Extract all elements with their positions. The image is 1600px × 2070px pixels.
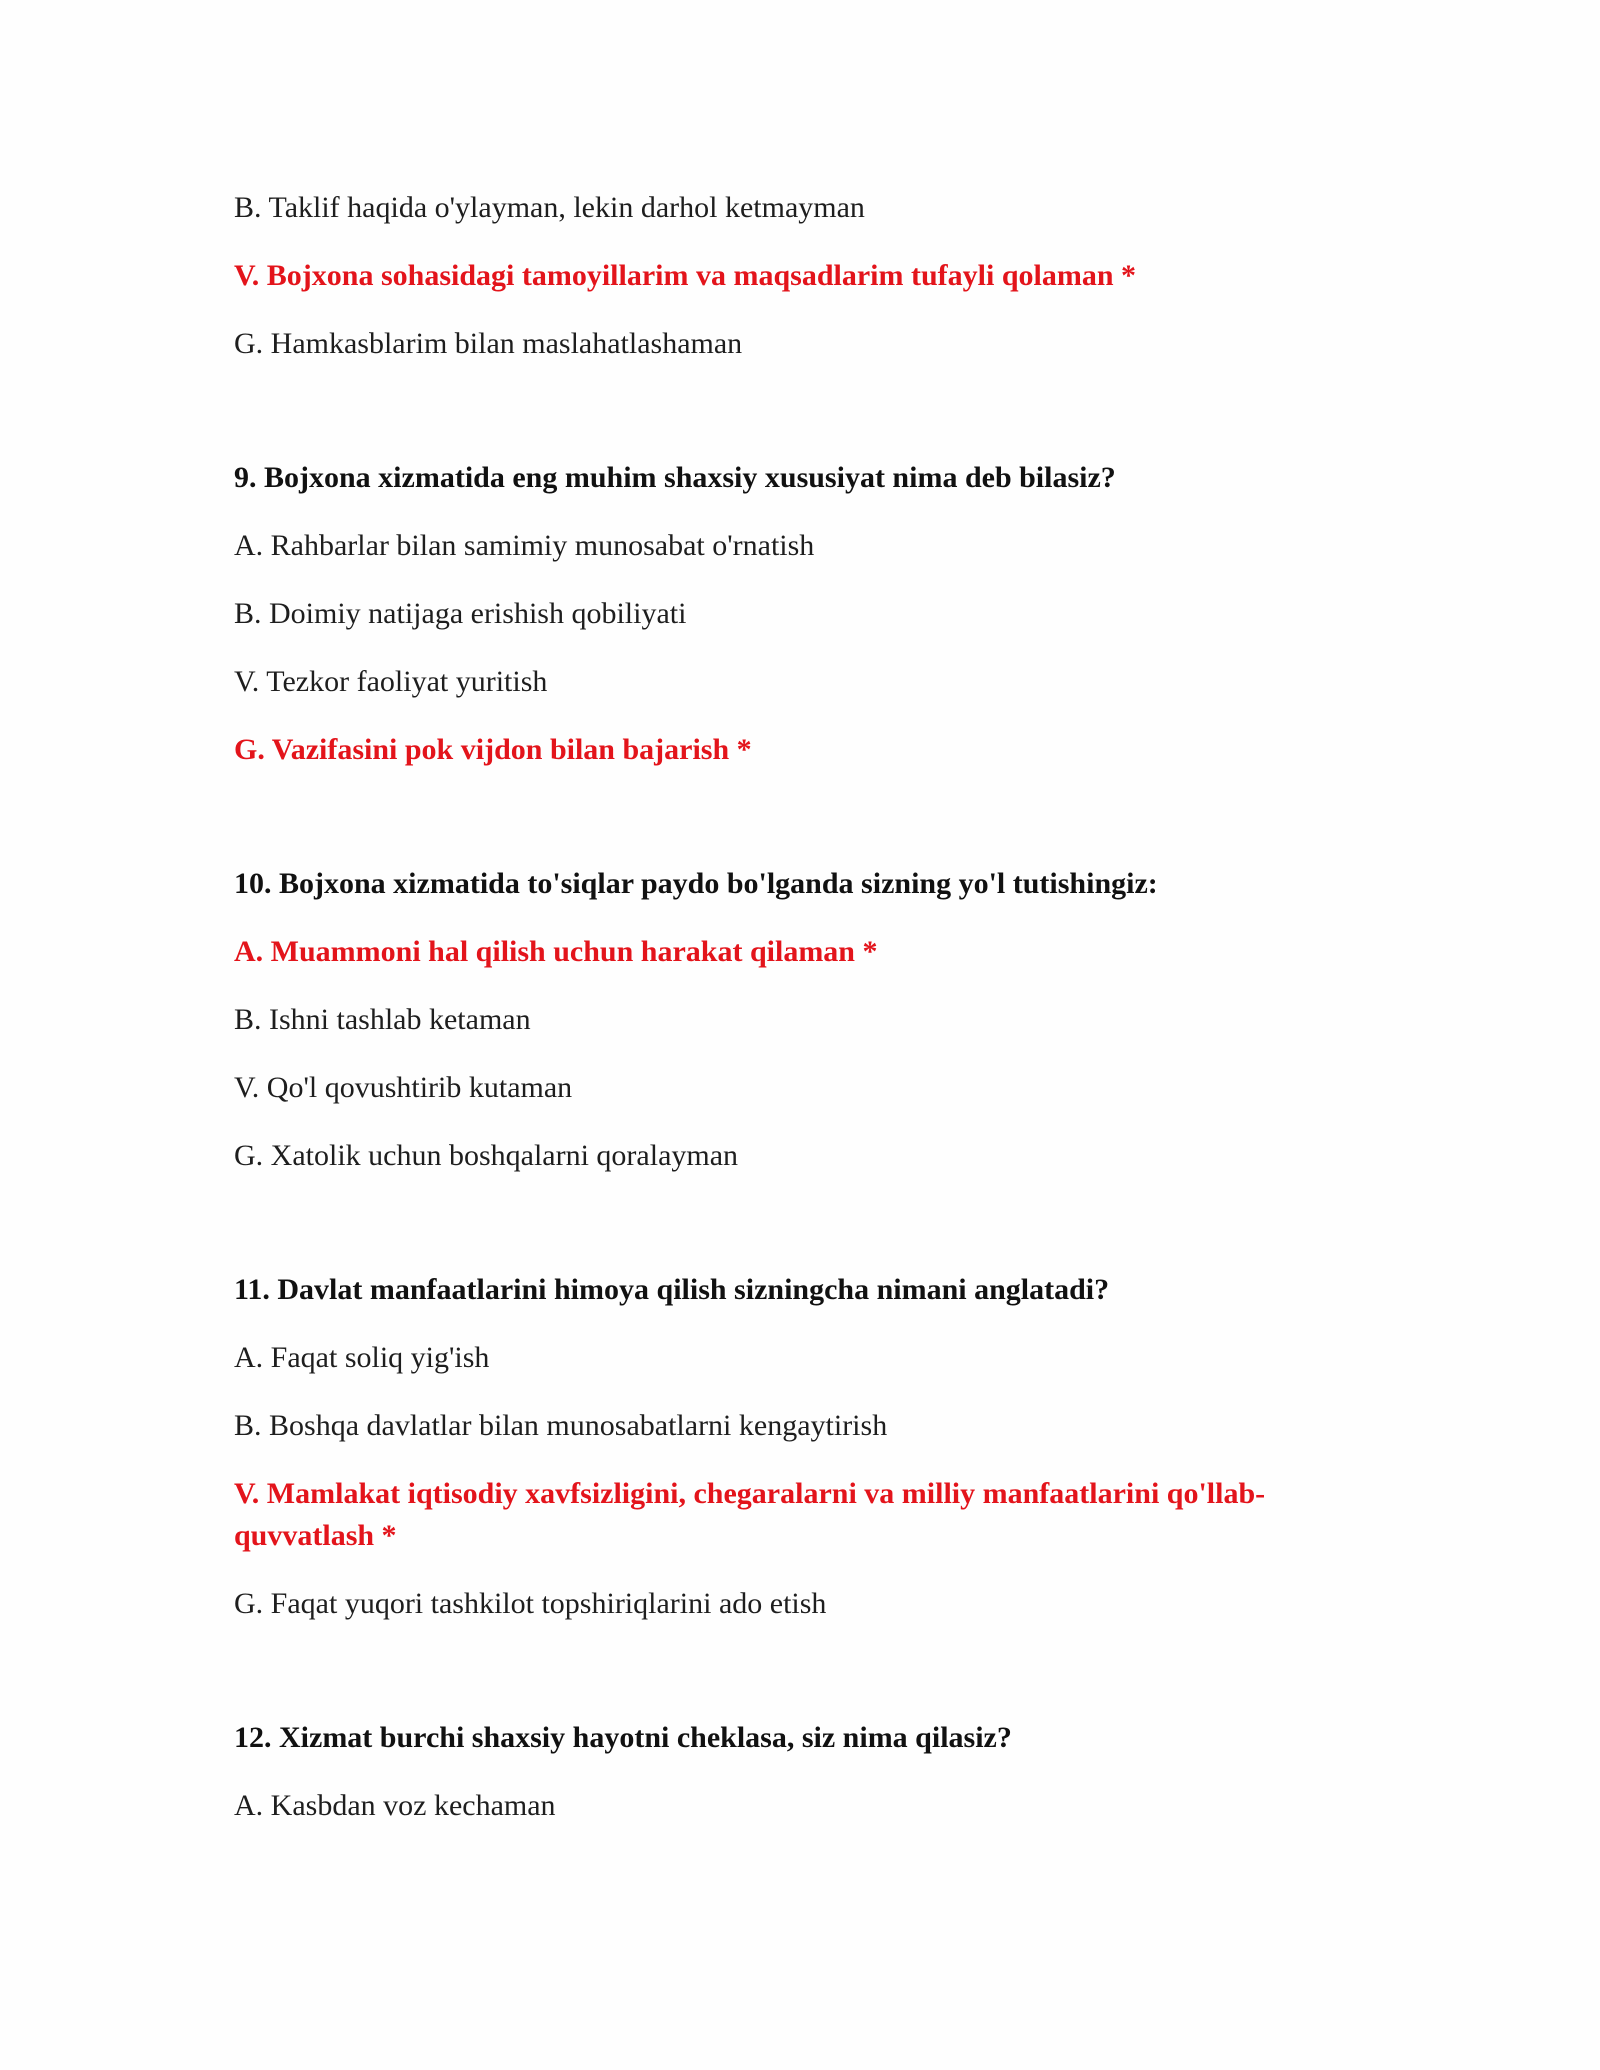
answer-option-8-b: B. Taklif haqida o'ylayman, lekin darhol ketmayman (234, 191, 865, 224)
question-12: 12. Xizmat burchi shaxsiy hayotni cheklasa, siz nima qilasiz? (234, 1721, 1012, 1754)
correct-answer-10-a: A. Muammoni hal qilish uchun harakat qilaman * (234, 935, 878, 968)
answer-option-10-v: V. Qo'l qovushtirib kutaman (234, 1071, 573, 1104)
correct-answer-9-g: G. Vazifasini pok vijdon bilan bajarish * (234, 733, 752, 766)
correct-answer-11-v: V. Mamlakat iqtisodiy xavfsizligini, chegaralarni va milliy manfaatlarini qo'llab-quvvatlash * (234, 1477, 1266, 1552)
answer-option-9-v: V. Tezkor faoliyat yuritish (234, 665, 548, 698)
answer-option-8-g: G. Hamkasblarim bilan maslahatlashaman (234, 327, 743, 360)
answer-option-10-b: B. Ishni tashlab ketaman (234, 1003, 531, 1036)
question-11: 11. Davlat manfaatlarini himoya qilish sizningcha nimani anglatadi? (234, 1273, 1110, 1306)
question-10: 10. Bojxona xizmatida to'siqlar paydo bo'lganda sizning yo'l tutishingiz: (234, 867, 1158, 900)
answer-option-12-a: A. Kasbdan voz kechaman (234, 1789, 556, 1822)
correct-answer-8-v: V. Bojxona sohasidagi tamoyillarim va maqsadlarim tufayli qolaman * (234, 259, 1137, 292)
question-9: 9. Bojxona xizmatida eng muhim shaxsiy xususiyat nima deb bilasiz? (234, 461, 1116, 494)
answer-option-10-g: G. Xatolik uchun boshqalarni qoralayman (234, 1139, 739, 1172)
answer-option-11-b: B. Boshqa davlatlar bilan munosabatlarni kengaytirish (234, 1409, 888, 1442)
answer-option-9-a: A. Rahbarlar bilan samimiy munosabat o'rnatish (234, 529, 815, 562)
answer-option-11-a: A. Faqat soliq yig'ish (234, 1341, 490, 1374)
answer-option-9-b: B. Doimiy natijaga erishish qobiliyati (234, 597, 687, 630)
answer-option-11-g: G. Faqat yuqori tashkilot topshiriqlarini ado etish (234, 1587, 827, 1620)
